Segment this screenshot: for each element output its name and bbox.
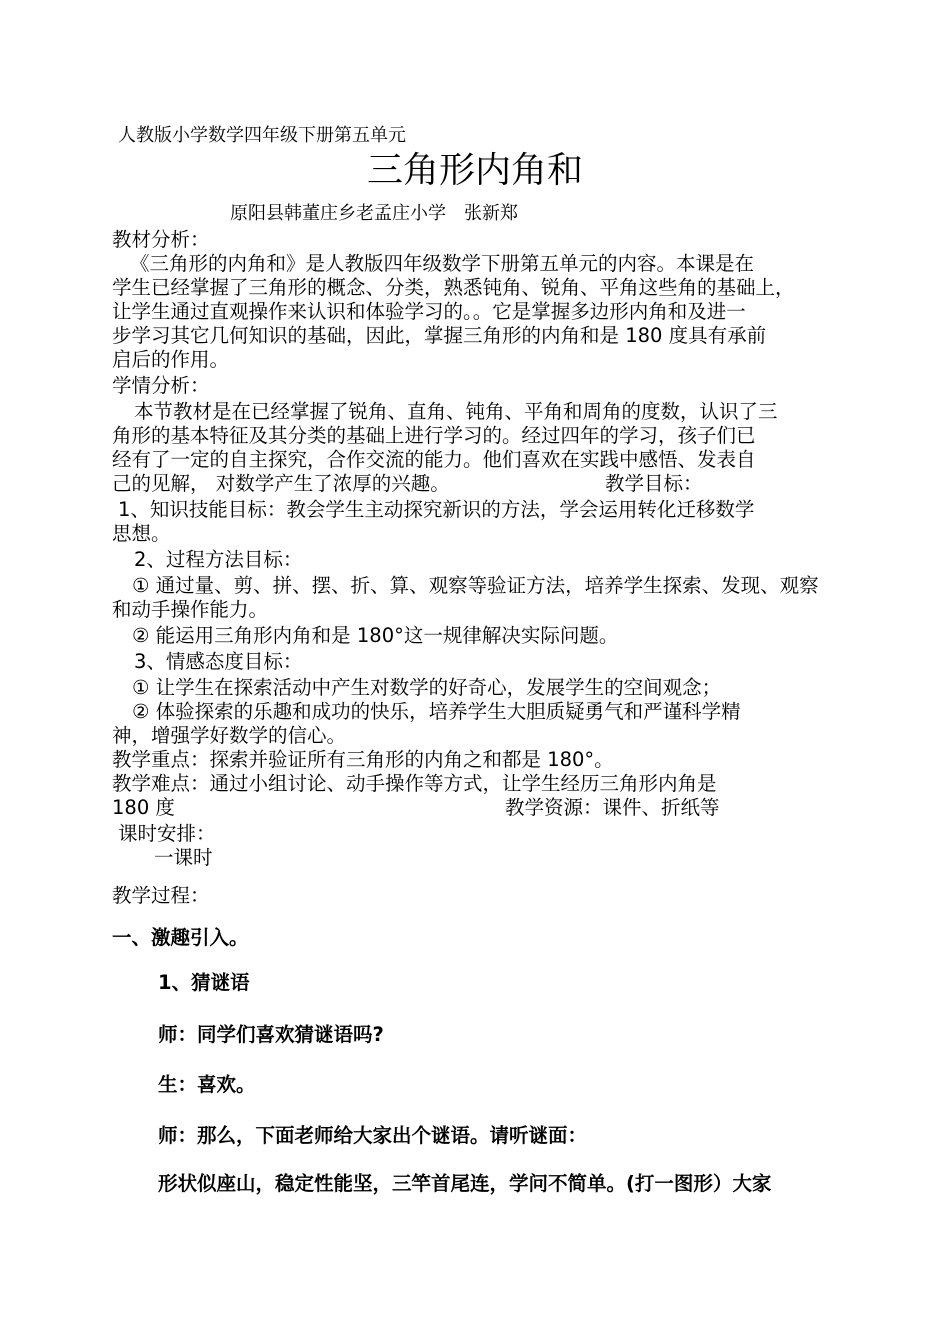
series-subtitle: 人教版小学数学四年级下册第五单元 [118, 125, 406, 146]
material-line: 《三角形的内角和》是人教版四年级数学下册第五单元的内容。本课是在 [130, 252, 755, 275]
dialog-line: 师：那么，下面老师给大家出个谜语。请听谜面： [158, 1124, 588, 1147]
key-point: 教学重点：探索并验证所有三角形的内角之和都是 180°。 [112, 748, 614, 771]
difficulty: 教学难点：通过小组讨论、动手操作等方式，让学生经历三角形内角是 [112, 772, 717, 795]
material-line: 步学习其它几何知识的基础，因此，掌握三角形的内角和是 180 度具有承前 [112, 324, 767, 347]
difficulty-cont: 180 度 [112, 796, 175, 819]
material-line: 学生已经掌握了三角形的概念、分类，熟悉钝角、锐角、平角这些角的基础上， [112, 276, 795, 299]
goal-process-item-cont: 和动手操作能力。 [112, 598, 269, 621]
material-line: 让学生通过直观操作来认识和体验学习的。。它是掌握多边形内角和及进一 [112, 300, 746, 323]
schedule-heading: 课时安排： [118, 822, 216, 845]
author-line: 原阳县韩董庄乡老孟庄小学 张新郑 [230, 203, 518, 224]
goal-process-item: ① 通过量、剪、拼、摆、折、算、观察等验证方法，培养学生探索、发现、观察 [132, 574, 819, 597]
dialog-line: 生：喜欢。 [158, 1073, 256, 1096]
dialog-line: 形状似座山，稳定性能坚，三竿首尾连，学问不简单。(打一图形）大家 [158, 1172, 772, 1195]
student-line: 角形的基本特征及其分类的基础上进行学习的。经过四年的学习，孩子们已 [112, 424, 756, 447]
goal-emotion-heading: 3、情感态度目标： [134, 650, 303, 673]
schedule-value: 一课时 [154, 846, 213, 869]
goals-heading: 教学目标： [605, 472, 703, 495]
goal-knowledge: 1、知识技能目标：教会学生主动探究新识的方法，学会运用转化迁移数学 [118, 498, 755, 521]
student-heading: 学情分析： [112, 374, 210, 397]
goal-process-item: ② 能运用三角形内角和是 180°这一规律解决实际问题。 [132, 624, 619, 647]
section-heading: 一、激趣引入。 [112, 926, 249, 949]
goal-emotion-item: ② 体验探索的乐趣和成功的快乐，培养学生大胆质疑勇气和严谨科学精 [132, 700, 741, 723]
process-item: 1、猜谜语 [158, 971, 250, 994]
student-line: 经有了一定的自主探究，合作交流的能力。他们喜欢在实践中感悟、发表自 [112, 448, 756, 471]
teaching-resources: 教学资源：课件、折纸等 [505, 796, 720, 819]
material-line: 启后的作用。 [112, 348, 230, 371]
student-line: 本节教材是在已经掌握了锐角、直角、钝角、平角和周角的度数，认识了三 [134, 400, 778, 423]
student-line: 己的见解， 对数学产生了浓厚的兴趣。 [112, 472, 450, 495]
goal-process-heading: 2、过程方法目标： [134, 548, 303, 571]
page-title: 三角形内角和 [366, 150, 583, 191]
process-heading: 教学过程： [112, 884, 210, 907]
goal-emotion-item: ① 让学生在探索活动中产生对数学的好奇心，发展学生的空间观念； [132, 676, 722, 699]
dialog-line: 师：同学们喜欢猜谜语吗? [158, 1023, 384, 1046]
goal-knowledge-cont: 思想。 [112, 522, 171, 545]
goal-emotion-item-cont: 神，增强学好数学的信心。 [112, 724, 347, 747]
material-heading: 教材分析： [112, 228, 210, 251]
